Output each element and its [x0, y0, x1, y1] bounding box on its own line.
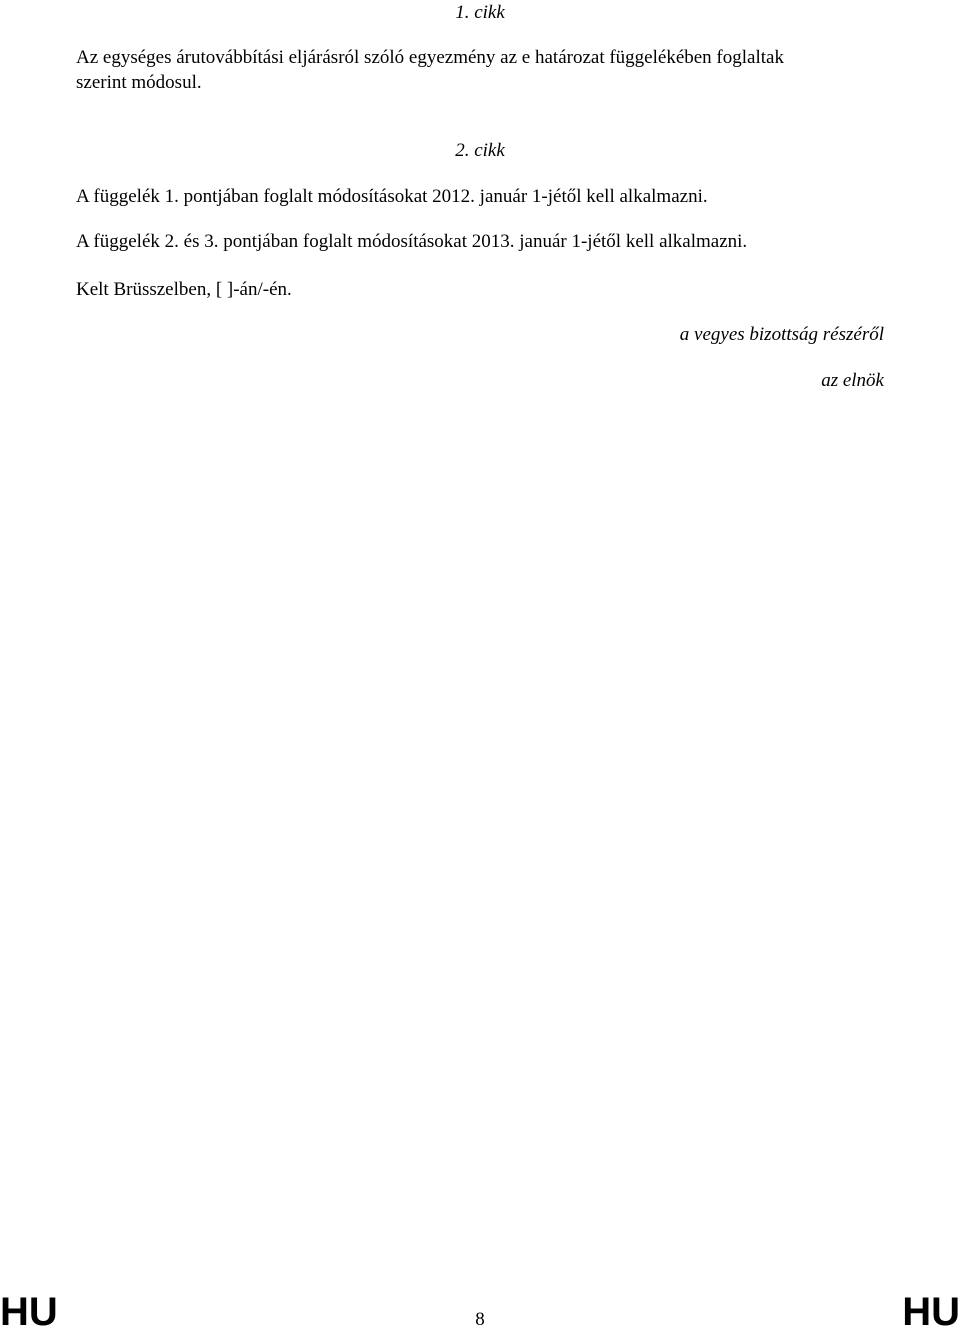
article-1-paragraph-line-2: szerint módosul. [76, 72, 202, 93]
article-1-heading: 1. cikk [455, 2, 505, 23]
signature-committee: a vegyes bizottság részéről [679, 324, 884, 345]
page-number: 8 [475, 1309, 485, 1330]
place-and-date: Kelt Brüsszelben, [ ]-án/-én. [76, 279, 292, 300]
signature-role: az elnök [821, 370, 884, 391]
footer-language-right: HU [902, 1290, 960, 1334]
article-2-paragraph-2: A függelék 2. és 3. pontjában foglalt módosításokat 2013. január 1-jétől kell alkalmazni. [76, 231, 748, 252]
article-2-paragraph-1: A függelék 1. pontjában foglalt módosításokat 2012. január 1-jétől kell alkalmazni. [76, 186, 708, 207]
footer-language-left: HU [0, 1290, 58, 1334]
article-1-paragraph-line-1: Az egységes árutovábbítási eljárásról szóló egyezmény az e határozat függelékében foglaltak [76, 47, 784, 68]
article-2-heading: 2. cikk [455, 140, 505, 161]
